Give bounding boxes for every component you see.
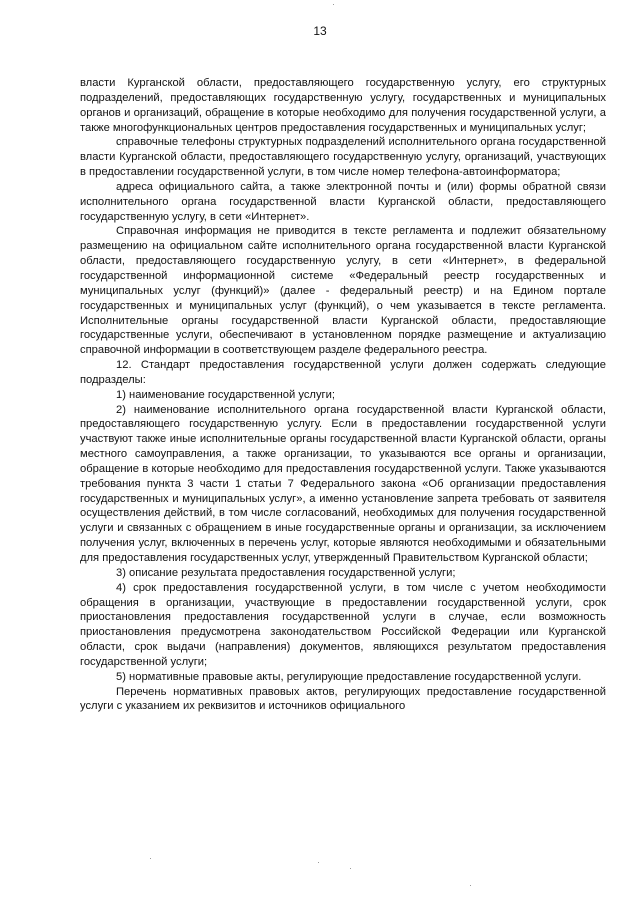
paragraph-continuation: власти Курганской области, предоставляющего государственную услугу, его структурных подразделений, предоставляющих государственную услугу, государственных и муниципальных органов и организаций, обращение в которые необходимо для получения государственной услуги, а также многофункциональных центров предоставления государственных и муниципальных услуг; <box>80 77 606 134</box>
document-body <box>80 76 606 714</box>
paragraph-subsection-4: 4) срок предоставления государственной услуги, в том числе с учетом необходимости обращения в организации, участвующие в предоставлении государственной услуги, срок приостановления предоставления государственной услуги в случае, если возможность приостановления предусмотрена законодательством Российской Федерации или Курганской области, срок выдачи (направления) документов, являющихся результатом предоставления государственной услуги; <box>80 581 606 668</box>
scan-speck <box>150 858 151 859</box>
paragraph-subsection-1: 1) наименование государственной услуги; <box>116 388 335 401</box>
page-number: 13 <box>313 24 327 38</box>
paragraph-item-12: 12. Стандарт предоставления государственной услуги должен содержать следующие подразделы: <box>80 359 606 386</box>
scan-speck <box>333 4 334 5</box>
paragraph-reference-information: Справочная информация не приводится в тексте регламента и подлежит обязательному размещению на официальном сайте исполнительного органа государственной власти Курганской области, предоставляющего государственную услугу, в сети «Интернет», в федеральной государственной информационной системе «Федеральный реестр государственных и муниципальных услуг (функций)» (далее - федеральный реестр) и на Едином портале государственных и муниципальных услуг (функций), о чем указывается в тексте регламента. Исполнительные органы государственной власти Курганской области, предоставляющие государственные услуги, обеспечивают в установленном порядке размещение и актуализацию справочной информации в соответствующем разделе федерального реестра. <box>80 225 606 357</box>
scan-speck <box>470 885 471 886</box>
paragraph-subsection-5: 5) нормативные правовые акты, регулирующие предоставление государственной услуги. <box>116 670 582 683</box>
paragraph-website-addresses: адреса официального сайта, а также электронной почты и (или) формы обратной связи исполнительного органа государственной власти Курганской области, предоставляющего государственную услугу, в сети «Интернет». <box>80 180 606 223</box>
scan-speck <box>318 862 319 863</box>
scan-speck <box>350 868 351 869</box>
paragraph-subsection-2: 2) наименование исполнительного органа государственной власти Курганской области, предоставляющего государственную услугу. Если в предоставлении государственной услуги участвуют также иные исполнительные органы государственной власти Курганской области, органы местного самоуправления, а также организации, то указываются все органы и организации, обращение в которые необходимо для предоставления государственной услуги. Также указываются требования пункта 3 части 1 статьи 7 Федерального закона «Об организации предоставления государственных и муниципальных услуг», а именно установление запрета требовать от заявителя осуществления действий, в том числе согласований, необходимых для получения государственной услуги и связанных с обращением в иные государственные органы и организации, за исключением получения услуг, включенных в перечень услуг, которые являются необходимыми и обязательными для предоставления государственных услуг, утвержденный Правительством Курганской области; <box>80 403 606 564</box>
paragraph-legal-acts-list: Перечень нормативных правовых актов, регулирующих предоставление государственной услуги с указанием их реквизитов и источников официального <box>80 685 606 713</box>
paragraph-reference-phones: справочные телефоны структурных подразделений исполнительного органа государственной власти Курганской области, предоставляющего государственную услугу, организаций, участвующих в предоставлении государственной услуги, в том числе номер телефона-автоинформатора; <box>80 136 606 179</box>
paragraph-subsection-3: 3) описание результата предоставления государственной услуги; <box>116 566 456 579</box>
